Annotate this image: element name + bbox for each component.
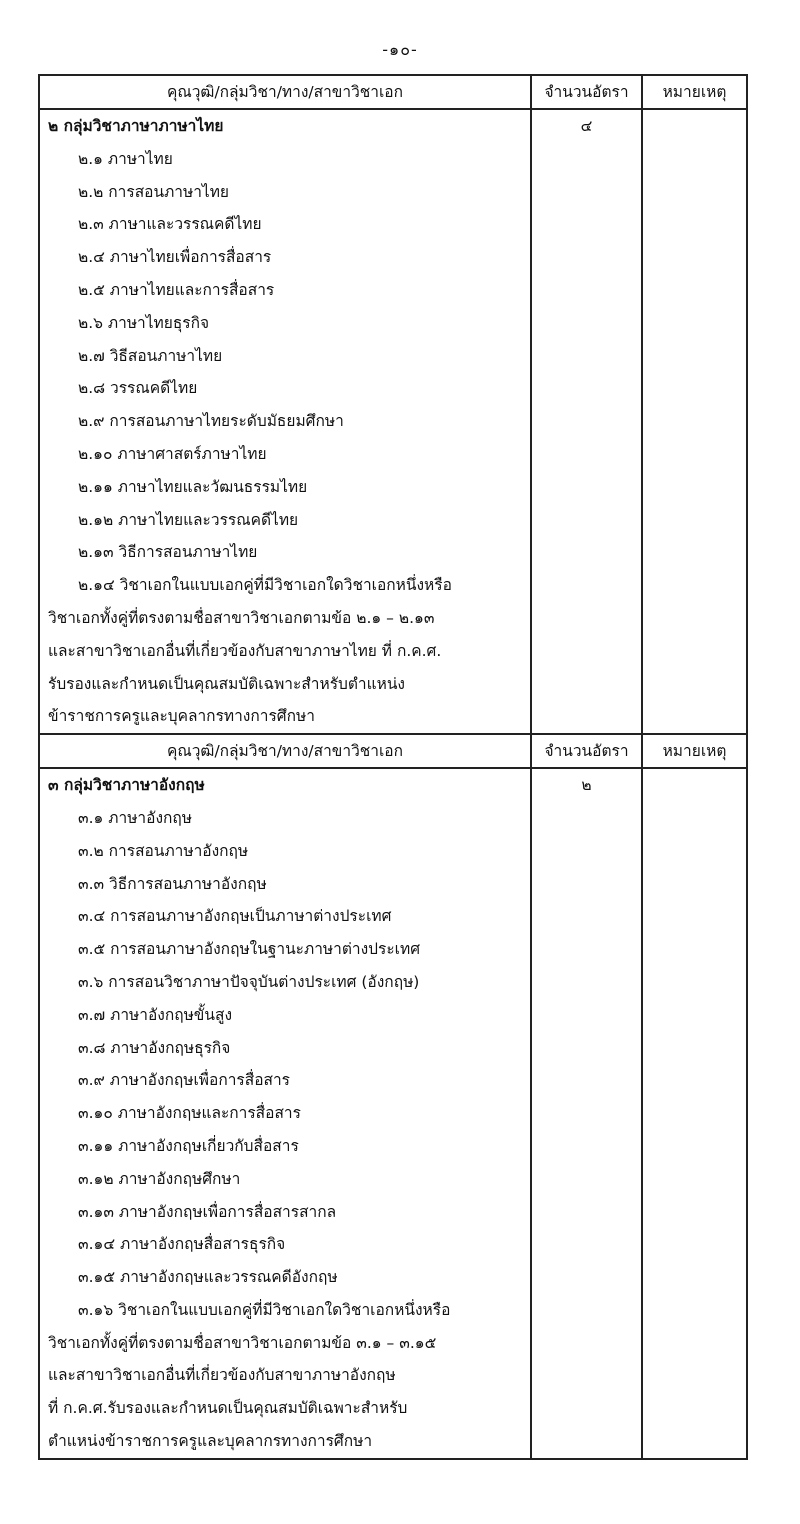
list-item: ๒.๗ วิธีสอนภาษาไทย [78, 346, 223, 365]
list-item: ๒.๓ ภาษาและวรรณคดีไทย [78, 215, 262, 234]
note-line: ที่ ก.ค.ศ.รับรองและกำหนดเป็นคุณสมบัติเฉพาะสำหรับ [48, 1399, 408, 1418]
list-item: ๒.๖ ภาษาไทยธุรกิจ [78, 313, 210, 332]
header-count: จำนวนอัตรา [531, 734, 642, 768]
table-header-row [39, 75, 747, 109]
list-item: ๓.๑๒ ภาษาอังกฤษศึกษา [78, 1169, 241, 1188]
note-line: วิชาเอกทั้งคู่ที่ตรงตามชื่อสาขาวิชาเอกตามข้อ ๓.๑ – ๓.๑๕ [48, 1333, 437, 1352]
table-header-row [39, 734, 747, 768]
list-item: ๓.๘ ภาษาอังกฤษธุรกิจ [78, 1038, 231, 1057]
list-item: ๓.๕ การสอนภาษาอังกฤษในฐานะภาษาต่างประเทศ [78, 940, 421, 959]
list-item: ๓.๙ ภาษาอังกฤษเพื่อการสื่อสาร [78, 1071, 291, 1090]
list-item: ๒.๕ ภาษาไทยและการสื่อสาร [78, 280, 275, 299]
list-item: ๓.๑๐ ภาษาอังกฤษและการสื่อสาร [78, 1104, 301, 1123]
list-item: ๒.๑ ภาษาไทย [78, 149, 173, 168]
list-item: ๓.๔ การสอนภาษาอังกฤษเป็นภาษาต่างประเทศ [78, 907, 392, 926]
page-number: -๑๐- [382, 40, 418, 59]
list-item: ๓.๑๓ ภาษาอังกฤษเพื่อการสื่อสารสากล [78, 1202, 337, 1221]
list-item: ๓.๗ ภาษาอังกฤษขั้นสูง [78, 1005, 233, 1024]
note-line: และสาขาวิชาเอกอื่นที่เกี่ยวข้องกับสาขาภาษาอังกฤษ [48, 1366, 396, 1385]
count-cell: ๔ [531, 109, 642, 734]
note-line: และสาขาวิชาเอกอื่นที่เกี่ยวข้องกับสาขาภาษาไทย ที่ ก.ค.ศ. [48, 641, 442, 660]
list-item: ๒.๑๐ ภาษาศาสตร์ภาษาไทย [78, 444, 267, 463]
qualification-table [38, 74, 748, 1460]
list-item: ๓.๑ ภาษาอังกฤษ [78, 808, 192, 827]
list-item: ๓.๖ การสอนวิชาภาษาปัจจุบันต่างประเทศ (อังกฤษ) [78, 972, 420, 991]
table-row [39, 768, 747, 1459]
list-item: ๒.๑๑ ภาษาไทยและวัฒนธรรมไทย [78, 477, 308, 496]
note-line: รับรองและกำหนดเป็นคุณสมบัติเฉพาะสำหรับตำแหน่ง [48, 674, 405, 693]
header-remark: หมายเหตุ [642, 75, 747, 109]
list-item: ๒.๔ ภาษาไทยเพื่อการสื่อสาร [78, 248, 272, 267]
note-line: ๒.๑๔ วิชาเอกในแบบเอกคู่ที่มีวิชาเอกใดวิชาเอกหนึ่งหรือ [78, 576, 452, 595]
list-item: ๓.๒ การสอนภาษาอังกฤษ [78, 841, 249, 860]
list-item: ๓.๑๑ ภาษาอังกฤษเกี่ยวกับสื่อสาร [78, 1136, 299, 1155]
header-count: จำนวนอัตรา [531, 75, 642, 109]
list-item: ๒.๑๓ วิธีการสอนภาษาไทย [78, 543, 258, 562]
qualification-cell [39, 109, 531, 734]
count-cell: ๒ [531, 768, 642, 1459]
group-title: ๓ กลุ่มวิชาภาษาอังกฤษ [48, 776, 205, 795]
note-line: ๓.๑๖ วิชาเอกในแบบเอกคู่ที่มีวิชาเอกใดวิชาเอกหนึ่งหรือ [78, 1300, 451, 1319]
header-qualification: คุณวุฒิ/กลุ่มวิชา/ทาง/สาขาวิชาเอก [39, 75, 531, 109]
table-row [39, 109, 747, 734]
note-line: วิชาเอกทั้งคู่ที่ตรงตามชื่อสาขาวิชาเอกตามข้อ ๒.๑ – ๒.๑๓ [48, 608, 435, 627]
list-item: ๒.๘ วรรณคดีไทย [78, 379, 198, 398]
group-title: ๒ กลุ่มวิชาภาษาภาษาไทย [48, 117, 224, 135]
list-item: ๒.๒ การสอนภาษาไทย [78, 182, 230, 201]
note-line: ตำแหน่งข้าราชการครูและบุคลากรทางการศึกษา [48, 1432, 373, 1451]
qualification-cell [39, 768, 531, 1459]
list-item: ๓.๑๕ ภาษาอังกฤษและวรรณคดีอังกฤษ [78, 1268, 338, 1287]
list-item: ๓.๓ วิธีการสอนภาษาอังกฤษ [78, 874, 267, 893]
list-item: ๓.๑๔ ภาษาอังกฤษสื่อสารธุรกิจ [78, 1235, 286, 1254]
note-line: ข้าราชการครูและบุคลากรทางการศึกษา [48, 707, 315, 726]
remark-cell [642, 768, 747, 1459]
list-item: ๒.๑๒ ภาษาไทยและวรรณคดีไทย [78, 510, 299, 529]
list-item: ๒.๙ การสอนภาษาไทยระดับมัธยมศึกษา [78, 412, 344, 431]
header-remark: หมายเหตุ [642, 734, 747, 768]
remark-cell [642, 109, 747, 734]
header-qualification: คุณวุฒิ/กลุ่มวิชา/ทาง/สาขาวิชาเอก [39, 734, 531, 768]
